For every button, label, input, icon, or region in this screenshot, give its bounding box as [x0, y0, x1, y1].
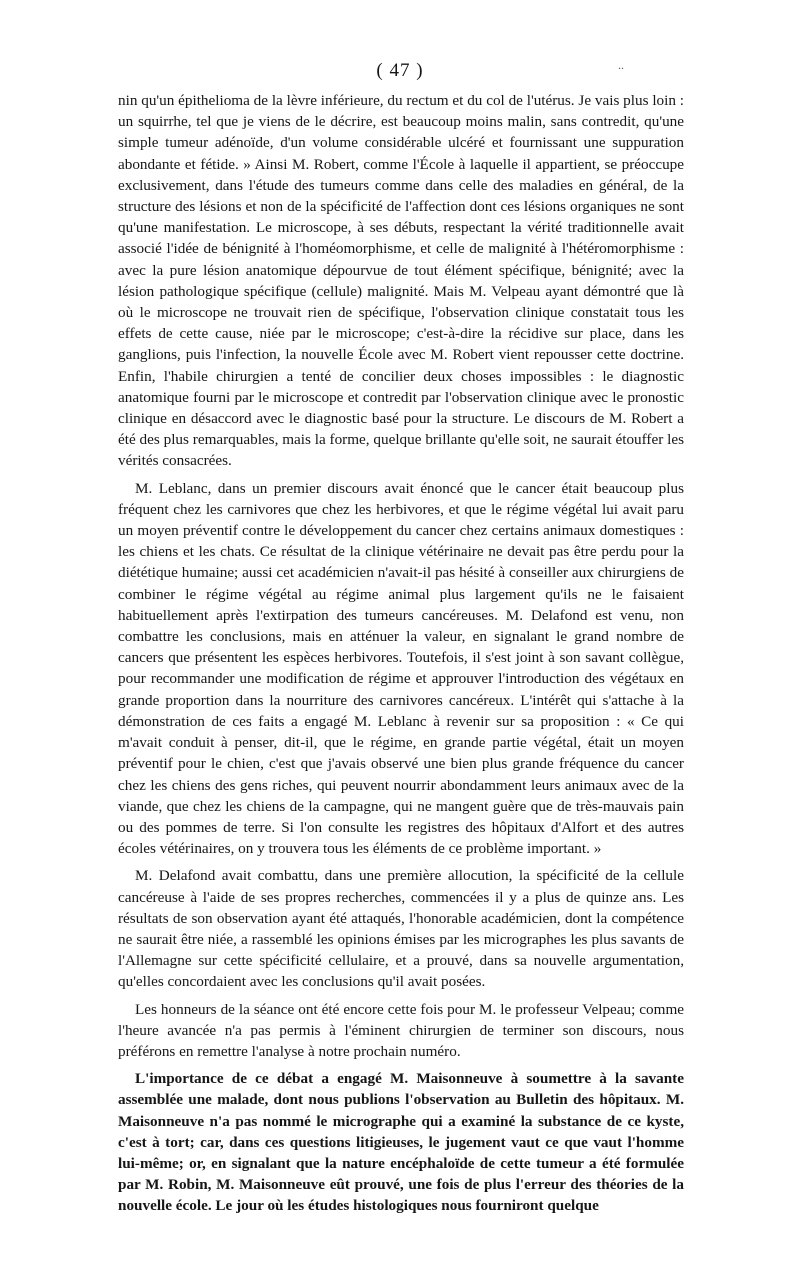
paragraph-delafond: M. Delafond avait combattu, dans une première allocution, la spécificité de la cellule cancéreuse à l'aide de ses propres recherches, commencées il y a plus de quinze ans. Les résultats de son observation ayant été attaqués, l'honorable académicien, dont la compétence ne saurait être niée, a rassemblé les opinions émises par les micrographes les plus savants de l'Allemagne sur cette spécificité cellulaire, et a prouvé, dans sa nouvelle argumentation, qu'elles concordaient avec les conclusions qu'il avait posées.	[118, 867, 684, 991]
paragraph-robert-discourse: nin qu'un épithelioma de la lèvre inférieure, du rectum et du col de l'utérus. Je vais plus loin : un squirrhe, tel que je viens de le décrire, est beaucoup moins malin, sans contredit, qu'une simple tumeur adénoïde, d'un volume considérable ulcéré et fournissant une suppuration abondante et fétide. » Ainsi M. Robert, comme l'École à laquelle il appartient, se préoccupe exclusivement, dans l'étude des tumeurs comme dans celle des maladies en général, de la structure des lésions et non de la spécificité de l'affection dont ces lésions organiques ne sont qu'une manifestation. Le microscope, à ses débuts, respectant la vérité traditionnelle avait associé l'idée de bénignité à l'homéomorphisme, et celle de malignité à l'hétéromorphisme : avec la pure lésion anatomique dépourvue de tout élément spécifique, bénignité; avec la lésion pathologique spécifique (cellule) malignité. Mais M. Velpeau ayant démontré que là où le microscope ne trouvait rien de spécifique, l'observation clinique constatait tous les effets de cette cause, niée par le microscope; c'est-à-dire la récidive sur place, dans les ganglions, puis l'infection, la nouvelle École avec M. Robert vient repousser cette doctrine. Enfin, l'habile chirurgien a tenté de concilier deux choses impossibles : le diagnostic anatomique fourni par le microscope et contredit par l'observation clinique avec le pronostic clinique en désaccord avec le diagnostic basé pour la structure. Le discours de M. Robert a été des plus remarquables, mais la forme, quelque brillante qu'elle soit, ne saurait étouffer les vérités consacrées.	[118, 92, 684, 470]
body-text	[118, 90, 684, 1217]
paragraph-velpeau: Les honneurs de la séance ont été encore cette fois pour M. le professeur Velpeau; comme l'heure avancée n'a pas permis à l'éminent chirurgien de terminer son discours, nous préférons en remettre l'analyse à notre prochain numéro.	[118, 1000, 684, 1060]
page-mark: ..	[618, 58, 624, 72]
paragraph-maisonneuve: L'importance de ce débat a engagé M. Maisonneuve à soumettre à la savante assemblée une malade, dont nous publions l'observation au Bulletin des hôpitaux. M. Maisonneuve n'a pas nommé le micrographe qui a examiné la substance de ce kyste, c'est à tort; car, dans ces questions litigieuses, le jugement vaut ce que vaut l'homme lui-même; or, en signalant que la nature encéphaloïde de cette tumeur a été formulée par M. Robin, M. Maisonneuve eût prouvé, une fois de plus l'erreur des théories de la nouvelle école. Le jour où les études histologiques nous fourniront quelque	[118, 1070, 684, 1215]
page-number: ( 47 )	[376, 60, 424, 81]
paragraph-leblanc: M. Leblanc, dans un premier discours avait énoncé que le cancer était beaucoup plus fréquent chez les carnivores que chez les herbivores, et que le régime végétal lui avait paru un moyen préventif contre le développement du cancer chez certains animaux domestiques : les chiens et les chats. Ce résultat de la clinique vétérinaire ne devait pas être perdu pour la diététique humaine; aussi cet académicien n'avait-il pas hésité à conseiller aux chirurgiens de combiner le régime végétal au régime animal plus largement qu'ils ne le faisaient habituellement après l'extirpation des tumeurs cancéreuses. M. Delafond est venu, non combattre les conclusions, mais en atténuer la valeur, en signalant le grand nombre de cancers que présentent les espèces herbivores. Toutefois, il s'est joint à son savant collègue, pour recommander une modification de régime et approuver l'introduction des végétaux en grande proportion dans la nourriture des carnivores cancéreux. L'intérêt qui s'attache à la démonstration de ces faits a engagé M. Leblanc à revenir sur sa proposition : « Ce qui m'avait conduit à penser, dit-il, que le régime, en grande partie végétal, était un moyen préventif pour le chien, c'est que j'avais observé une bien plus grande fréquence du cancer chez les chiens des gens riches, qui peuvent nourrir abondamment leurs animaux avec de la viande, que chez les chiens de la campagne, qui ne mangent guère que de très-mauvais pain ou des pommes de terre. Si l'on consulte les registres des hôpitaux d'Alfort et des autres écoles vétérinaires, on y trouvera tous les éléments de ce problème important. »	[118, 479, 684, 858]
